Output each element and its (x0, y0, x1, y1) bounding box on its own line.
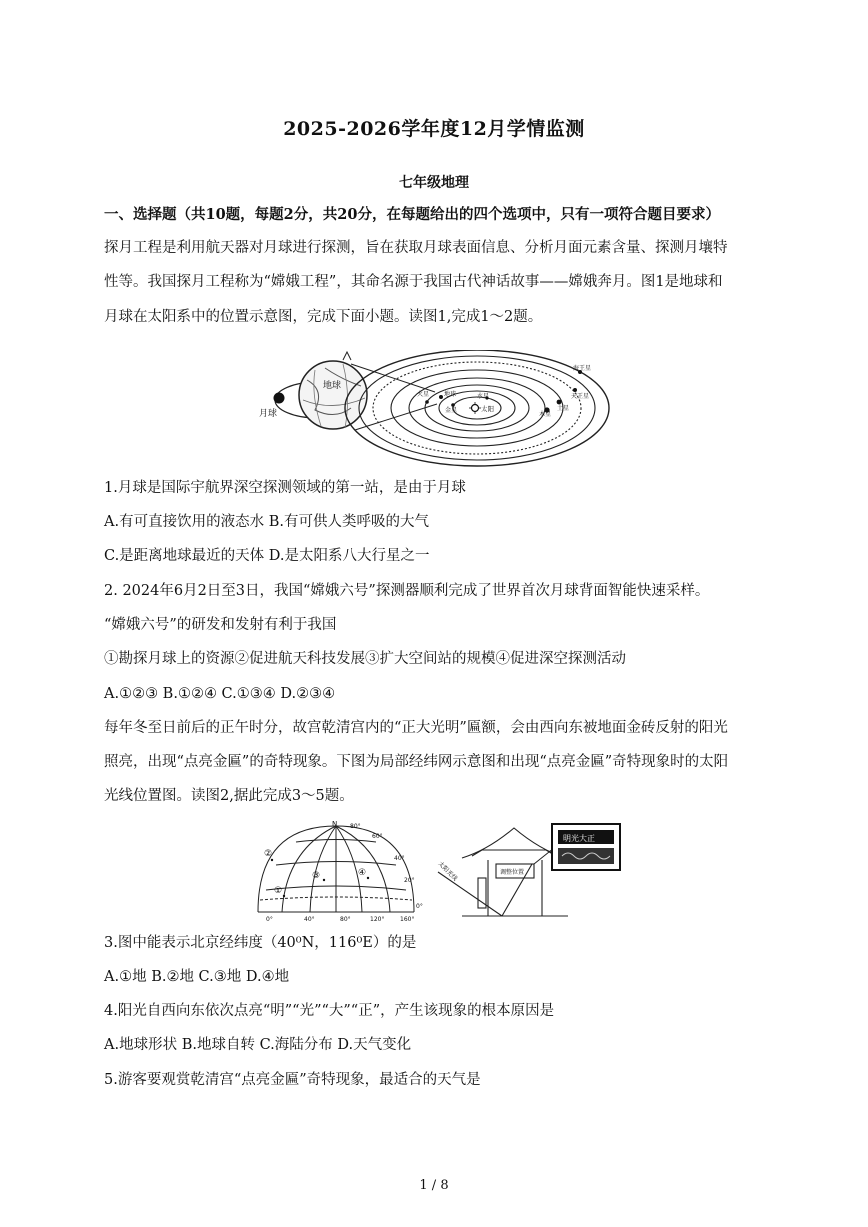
solar-system-figure (255, 350, 610, 472)
uranus-label: 天王星 (571, 393, 590, 400)
reflect-label: 调整位置 (500, 869, 525, 876)
sun-ray-label: 太阳光线 (436, 860, 459, 883)
passage1-line1: 探月工程是利用航天器对月球进行探测，旨在获取月球表面信息、分析月面元素含量、探测月壤特 (104, 240, 728, 256)
q2-stem-line1: 2. 2024年6月2日至3日，我国“嫦娥六号”探测器顺利完成了世界首次月球背面智能快速采样。 (104, 583, 710, 599)
marker-1: ① (274, 886, 283, 896)
plaque-text: 明光大正 (563, 834, 595, 843)
moon-dot (274, 393, 285, 404)
moon-label: 月球 (259, 409, 278, 419)
venus-label: 金星 (445, 407, 458, 414)
q2-items: ①勘探月球上的资源②促进航天科技发展③扩大空间站的规模④促进深空探测活动 (104, 651, 626, 667)
q3-options: A.①地 B.②地 C.③地 D.④地 (104, 969, 290, 985)
lon-label-0: 0° (266, 916, 273, 922)
earth-small-label: 地球 (444, 391, 457, 398)
q2-options: A.①②③ B.①②④ C.①③④ D.②③④ (104, 686, 336, 702)
q2-stem-line2: “嫦娥六号”的研发和发射有利于我国 (104, 617, 337, 633)
mercury-label: 水星 (477, 393, 490, 400)
page-number: 1 / 8 (419, 1178, 449, 1193)
page-title: 2025-2026学年度12月学情监测 (283, 118, 585, 140)
q1-options-line1: A.有可直接饮用的液态水 B.有可供人类呼吸的大气 (104, 514, 429, 530)
jupiter-label: 木星 (539, 411, 552, 418)
marker-4: ④ (358, 868, 367, 878)
lat-label-40: 40° (394, 855, 405, 862)
q5-stem: 5.游客要观赏乾清宫“点亮金匾”奇特现象，最适合的天气是 (104, 1072, 481, 1088)
q1-options-line2: C.是距离地球最近的天体 D.是太阳系八大行星之一 (104, 548, 430, 564)
lat-label-0: 0° (416, 903, 423, 910)
q4-stem: 4.阳光自西向东依次点亮“明”“光”“大”“正”，产生该现象的根本原因是 (104, 1003, 555, 1019)
saturn-label: 土星 (557, 405, 570, 412)
mars-label: 火星 (417, 391, 430, 398)
lat-label-80: 80° (350, 823, 361, 830)
graticule-palace-figure (252, 820, 632, 922)
earth-label: 地球 (323, 381, 342, 391)
lon-label-160: 160° (400, 916, 415, 922)
passage2-line1: 每年冬至日前后的正午时分，故宫乾清宫内的“正大光明”匾额，会由西向东被地面金砖反射的阳光 (104, 720, 728, 736)
sun-icon (472, 405, 479, 412)
planet-orbits (345, 350, 609, 466)
lon-label-80: 80° (340, 916, 351, 922)
lon-label-40: 40° (304, 916, 315, 922)
sun-label: 太阳 (481, 405, 494, 413)
lat-label-60: 60° (372, 833, 383, 840)
marker-2: ② (264, 849, 273, 859)
q3-stem: 3.图中能表示北京经纬度（40⁰N，116⁰E）的是 (104, 935, 417, 951)
lon-label-120: 120° (370, 916, 385, 922)
north-label: N (332, 820, 338, 828)
passage1-line2: 性等。我国探月工程称为“嫦娥工程”，其命名源于我国古代神话故事——嫦娥奔月。图1是地球和 (104, 274, 723, 290)
graticule (258, 826, 414, 912)
lat-label-20: 20° (404, 877, 415, 884)
q1-stem: 1.月球是国际宇航界深空探测领域的第一站，是由于月球 (104, 480, 466, 496)
page-subtitle: 七年级地理 (399, 175, 469, 191)
passage1-line3: 月球在太阳系中的位置示意图，完成下面小题。读图1,完成1～2题。 (104, 309, 543, 325)
section-heading: 一、选择题（共10题，每题2分，共20分，在每题给出的四个选项中，只有一项符合题目要求） (104, 206, 720, 223)
q4-options: A.地球形状 B.地球自转 C.海陆分布 D.天气变化 (104, 1037, 412, 1053)
passage2-line3: 光线位置图。读图2,据此完成3～5题。 (104, 788, 354, 804)
neptune-label: 海王星 (573, 365, 592, 372)
earth-globe (299, 361, 367, 429)
passage2-line2: 照亮，出现“点亮金匾”的奇特现象。下图为局部经纬网示意图和出现“点亮金匾”奇特现象时的太阳 (104, 754, 729, 770)
marker-3: ③ (312, 871, 321, 881)
